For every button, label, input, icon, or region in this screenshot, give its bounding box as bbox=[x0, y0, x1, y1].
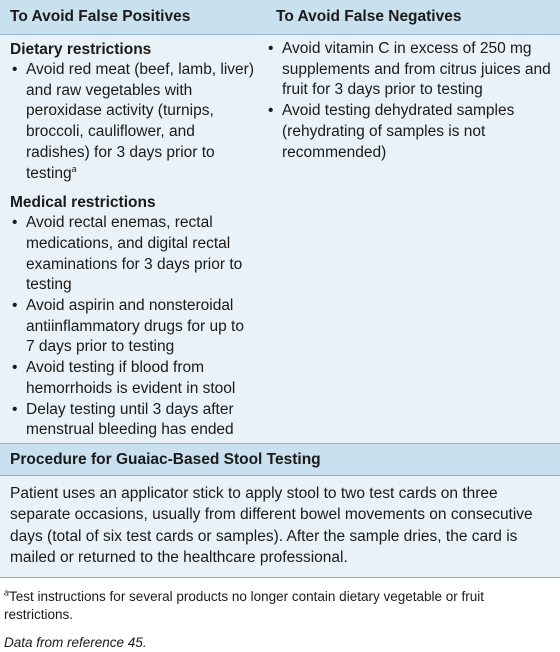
list-item: • Avoid vitamin C in excess of 250 mg supplements and from citrus juices and fruit for 3 days prior to testing bbox=[266, 39, 552, 101]
list-item: • Delay testing until 3 days after menstrual bleeding has ended bbox=[10, 400, 256, 441]
footnote-text: Test instructions for several products no longer contain dietary vegetable or fruit restrictions. bbox=[4, 588, 485, 622]
false-negatives-list bbox=[266, 39, 552, 163]
procedure-heading: Procedure for Guaiac-Based Stool Testing bbox=[0, 443, 560, 476]
header-false-negatives: To Avoid False Negatives bbox=[276, 8, 462, 25]
dietary-list bbox=[10, 60, 256, 184]
table-header-row bbox=[0, 0, 560, 35]
footnote-marker: a bbox=[71, 163, 77, 174]
false-positives-column bbox=[0, 35, 256, 443]
list-item: • Avoid testing dehydrated samples (rehydrating of samples is not recommended) bbox=[266, 101, 552, 163]
list-item: • Avoid testing if blood from hemorrhoids is evident in stool bbox=[10, 358, 256, 399]
header-false-positives: To Avoid False Positives bbox=[10, 8, 191, 25]
medical-restrictions-heading: Medical restrictions bbox=[10, 194, 156, 212]
list-item: • Avoid aspirin and nonsteroidal antiinflammatory drugs for up to 7 days prior to testing bbox=[10, 296, 256, 358]
list-item: • Avoid rectal enemas, rectal medications, and digital rectal examinations for 3 days prior to testing bbox=[10, 213, 256, 296]
false-negatives-column bbox=[256, 35, 560, 443]
dietary-restrictions-heading: Dietary restrictions bbox=[10, 41, 152, 58]
medical-list bbox=[10, 213, 256, 441]
procedure-text: Patient uses an applicator stick to apply stool to two test cards on three separate occasions, usually from different bowel movements on consecutive days (total of six test cards or samples). After the sample dries, the card is mailed or returned to the healthcare professional. bbox=[0, 476, 560, 578]
footnote bbox=[0, 578, 560, 624]
list-item: • Avoid red meat (beef, lamb, liver) and raw vegetables with peroxidase activity (turnips, broccoli, cauliflower, and radishes) for 3 days prior to testing$^a$ bbox=[10, 60, 256, 184]
source-note: Data from reference 45. bbox=[4, 634, 147, 650]
restrictions-row bbox=[0, 35, 560, 443]
footnote-mark: a bbox=[4, 587, 10, 598]
